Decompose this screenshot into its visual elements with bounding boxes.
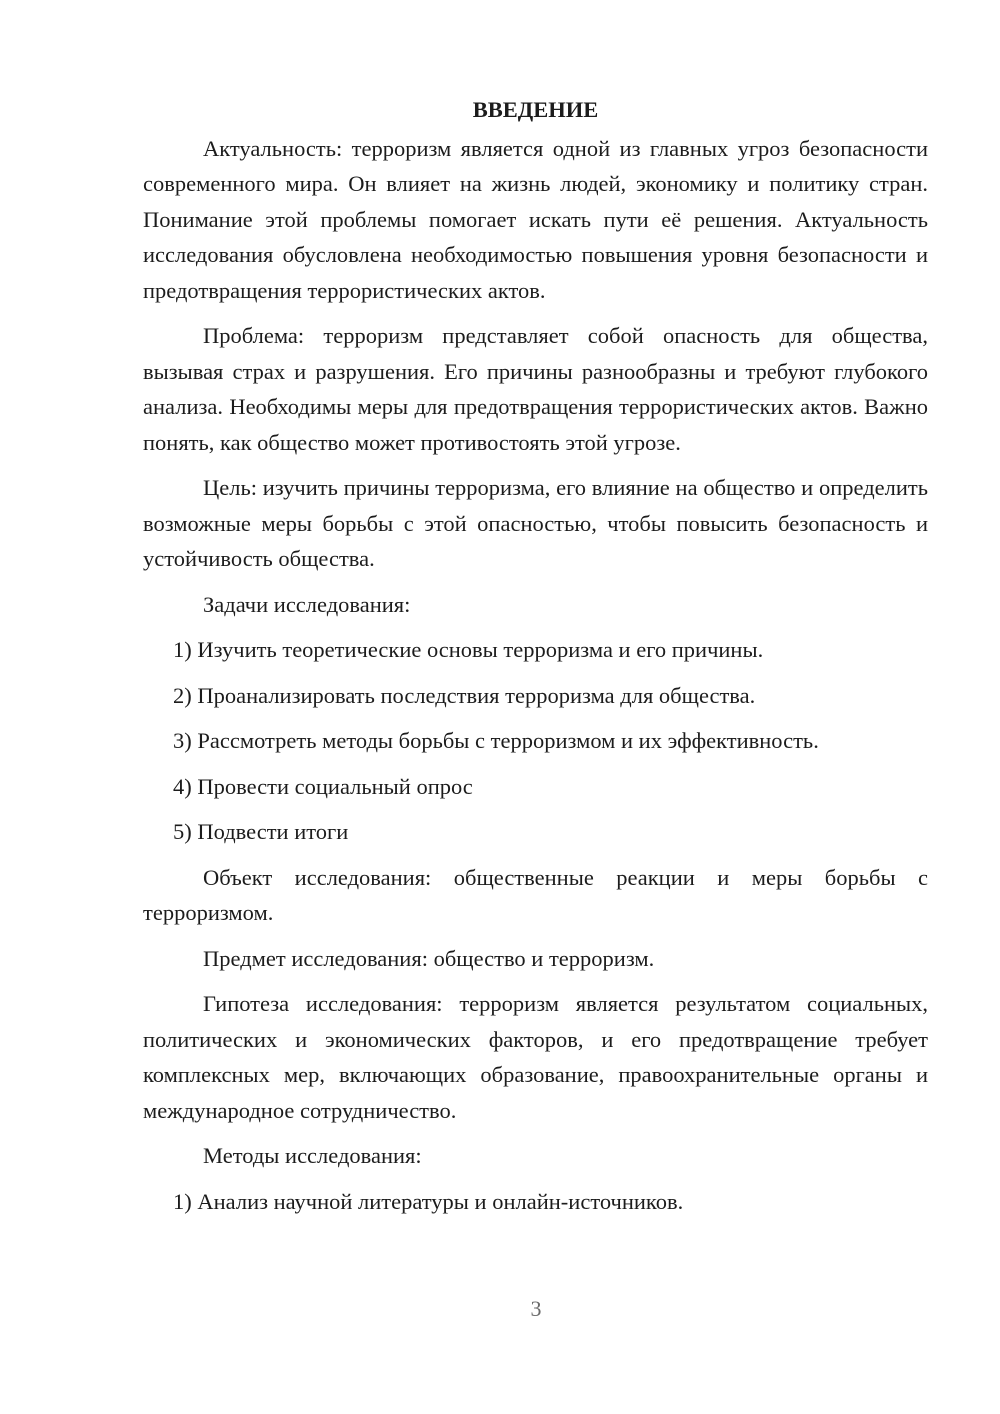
object-paragraph: Объект исследования: общественные реакции и меры борьбы с терроризмом.	[143, 864, 928, 925]
method-item: 1) Анализ научной литературы и онлайн-источников.	[173, 1188, 684, 1214]
goal-paragraph: Цель: изучить причины терроризма, его влияние на общество и определить возможные меры борьбы с этой опасностью, чтобы повысить безопасность и устойчивость общества.	[143, 475, 928, 571]
subject-paragraph: Предмет исследования: общество и терроризм.	[203, 945, 655, 971]
methods-heading: Методы исследования:	[203, 1143, 422, 1168]
relevance-paragraph: Актуальность: терроризм является одной из главных угроз безопасности современного мира. Он влияет на жизнь людей, экономику и политику стран. Понимание этой проблемы помогает искать пути её решения. Актуальность исследования обусловлена необходимостью повышения уровня безопасности и предотвращения террористических актов.	[143, 135, 928, 303]
task-item: 4) Провести социальный опрос	[173, 773, 473, 799]
tasks-heading: Задачи исследования:	[203, 591, 411, 617]
page-title: ВВЕДЕНИЕ	[472, 97, 599, 122]
page-number: 3	[530, 1296, 542, 1321]
hypothesis-paragraph: Гипотеза исследования: терроризм является результатом социальных, политических и экономических факторов, и его предотвращение требует комплексных мер, включающих образование, правоохранительные органы и международное сотрудничество.	[143, 991, 928, 1123]
task-item: 2) Проанализировать последствия терроризма для общества.	[173, 682, 756, 708]
task-item: 1) Изучить теоретические основы терроризма и его причины.	[173, 637, 764, 662]
problem-paragraph: Проблема: терроризм представляет собой опасность для общества, вызывая страх и разрушения. Его причины разнообразны и требуют глубокого анализа. Необходимы меры для предотвращения террористических актов. Важно понять, как общество может противостоять этой угрозе.	[143, 323, 928, 455]
task-item: 5) Подвести итоги	[173, 819, 349, 844]
document-page	[143, 92, 928, 1229]
task-item: 3) Рассмотреть методы борьбы с терроризмом и их эффективность.	[173, 728, 819, 753]
